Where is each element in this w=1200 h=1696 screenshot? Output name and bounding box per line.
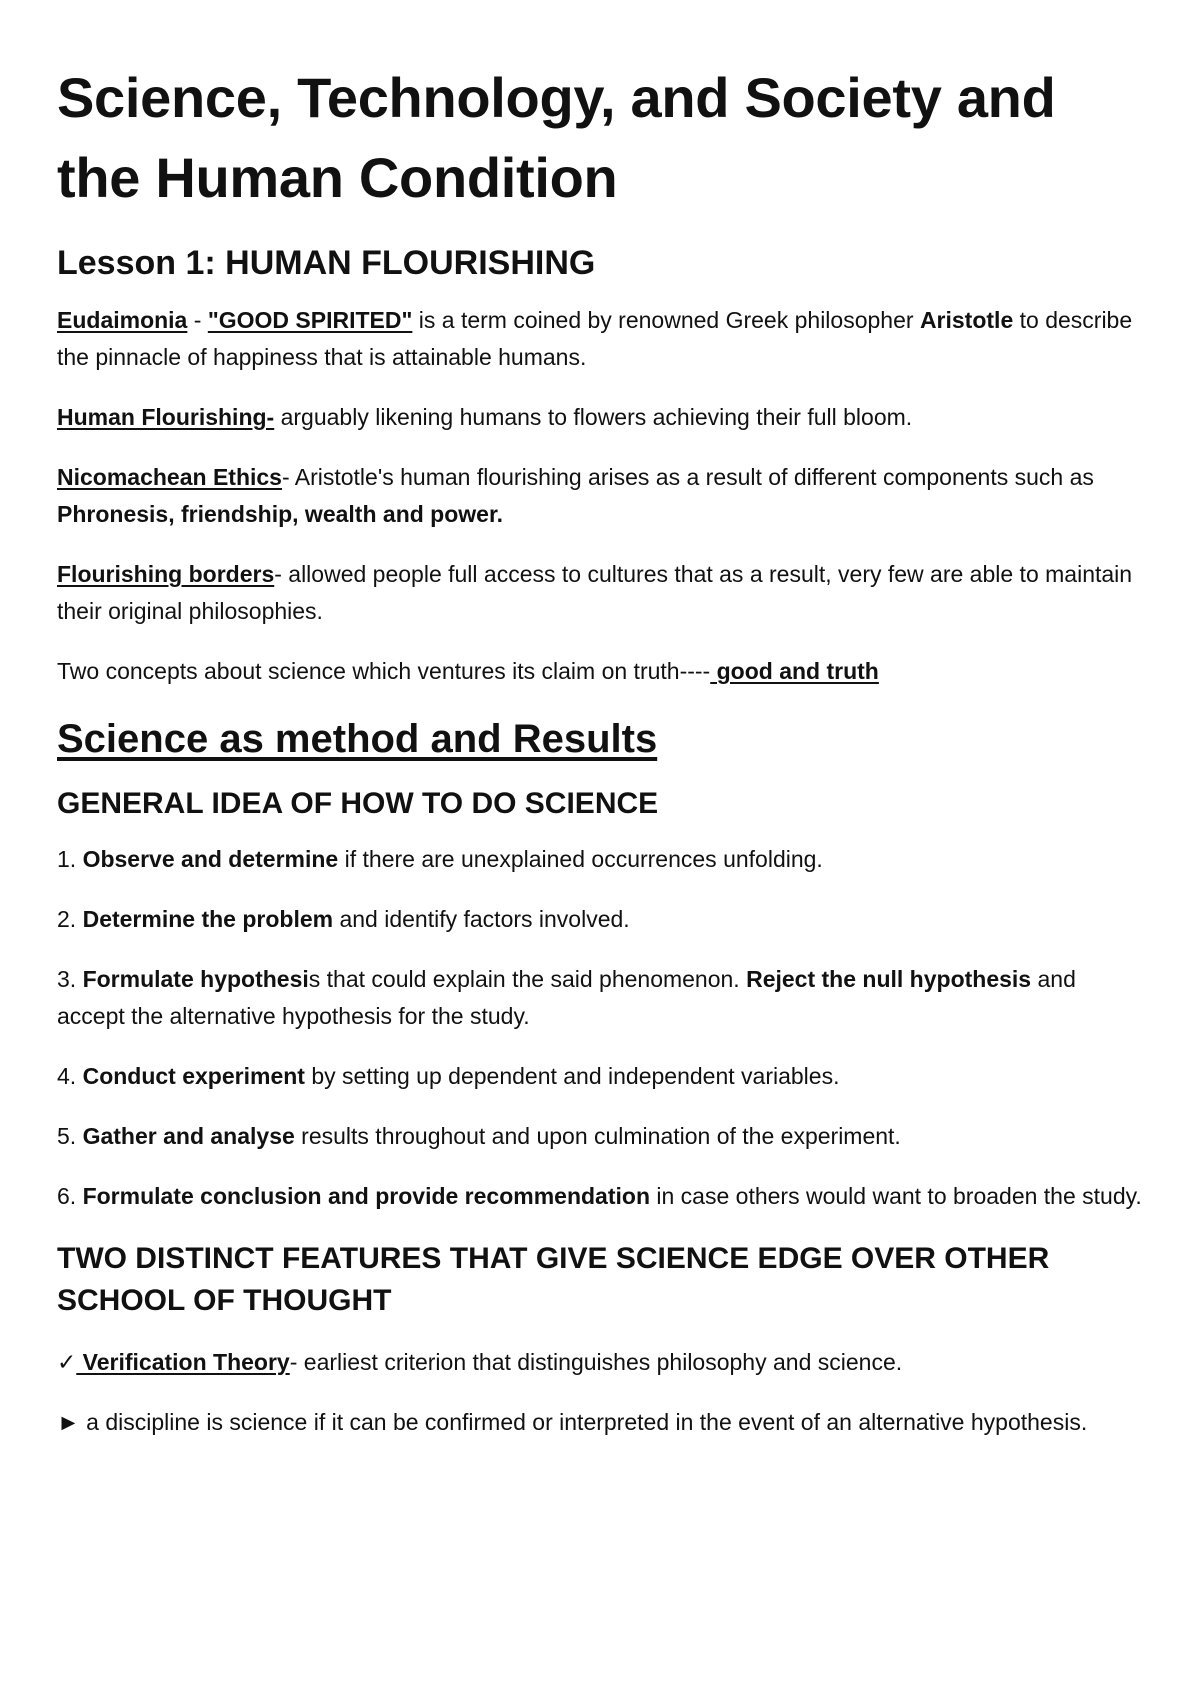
bullet-paragraph xyxy=(57,1404,1147,1441)
list-item xyxy=(57,1178,1147,1215)
step-number: 3. xyxy=(57,966,83,992)
verification-text: - earliest criterion that distinguishes philosophy and science. xyxy=(289,1349,903,1375)
borders-paragraph xyxy=(57,556,1147,630)
step-bold: Formulate hypothesi xyxy=(82,966,309,992)
eudaimonia-text-1: is a term coined by renowned Greek philosopher xyxy=(412,307,920,333)
human-flourishing-paragraph xyxy=(57,399,1147,436)
step-text: results throughout and upon culmination of the experiment. xyxy=(294,1123,901,1149)
section-heading: Science as method and Results xyxy=(57,717,658,761)
two-concepts-paragraph xyxy=(57,653,1147,690)
step-text: and identify factors involved. xyxy=(333,906,630,932)
borders-term: Flourishing borders xyxy=(57,561,275,587)
aristotle-name: Aristotle xyxy=(919,307,1014,333)
step-number: 4. xyxy=(57,1063,83,1089)
step-number: 5. xyxy=(57,1123,83,1149)
borders-text: - allowed people full access to cultures that as a result, very few are able to maintain their original philosophies. xyxy=(57,561,1133,624)
list-item xyxy=(57,1118,1147,1155)
step-text-2: and accept the alternative hypothesis for the study. xyxy=(57,966,1076,1029)
eudaimonia-text-2: to describe the pinnacle of happiness that is attainable humans. xyxy=(57,307,1133,370)
verification-term: Verification Theory xyxy=(76,1349,290,1375)
arrow-bullet-icon: ► xyxy=(57,1409,87,1435)
step-text: by setting up dependent and independent variables. xyxy=(304,1063,840,1089)
human-flourishing-term: Human Flourishing- xyxy=(57,404,275,430)
nicomachean-text: - Aristotle's human flourishing arises as a result of different components such as xyxy=(281,464,1094,490)
step-number: 6. xyxy=(57,1183,83,1209)
bullet-text: a discipline is science if it can be confirmed or interpreted in the event of an alternative hypothesis. xyxy=(86,1409,1088,1435)
step-number: 1. xyxy=(57,846,83,872)
lesson-heading: Lesson 1: HUMAN FLOURISHING xyxy=(57,244,596,282)
list-item xyxy=(57,841,1147,878)
two-concepts-text: Two concepts about science which ventures its claim on truth---- xyxy=(57,658,711,684)
list-item xyxy=(57,1058,1147,1095)
step-bold: Determine the problem xyxy=(82,906,334,932)
nicomachean-paragraph xyxy=(57,459,1147,533)
list-item xyxy=(57,961,1147,1035)
document-page xyxy=(57,58,1147,1464)
nicomachean-components: Phronesis, friendship, wealth and power. xyxy=(57,501,504,527)
eudaimonia-term: Eudaimonia xyxy=(57,307,188,333)
step-text: s that could explain the said phenomenon. xyxy=(308,966,747,992)
document-title: Science, Technology, and Society and the Human Condition xyxy=(57,66,1056,209)
general-idea-heading: GENERAL IDEA OF HOW TO DO SCIENCE xyxy=(57,787,659,820)
nicomachean-term: Nicomachean Ethics xyxy=(57,464,282,490)
step-text: if there are unexplained occurrences unfolding. xyxy=(338,846,823,872)
step-number: 2. xyxy=(57,906,83,932)
eudaimonia-paragraph xyxy=(57,302,1147,376)
check-icon: ✓ xyxy=(57,1349,77,1375)
list-item xyxy=(57,901,1147,938)
two-concepts-answer: good and truth xyxy=(710,658,879,684)
step-bold: Observe and determine xyxy=(82,846,339,872)
step-bold: Formulate conclusion and provide recommendation xyxy=(82,1183,650,1209)
step-text: in case others would want to broaden the study. xyxy=(650,1183,1142,1209)
eudaimonia-sep: - xyxy=(187,307,208,333)
step-bold-2: Reject the null hypothesis xyxy=(746,966,1032,992)
human-flourishing-text: arguably likening humans to flowers achieving their full bloom. xyxy=(274,404,913,430)
features-heading: TWO DISTINCT FEATURES THAT GIVE SCIENCE EDGE OVER OTHER SCHOOL OF THOUGHT xyxy=(57,1242,1050,1317)
eudaimonia-quote: "GOOD SPIRITED" xyxy=(207,307,413,333)
verification-paragraph xyxy=(57,1344,1147,1381)
step-bold: Gather and analyse xyxy=(82,1123,295,1149)
step-bold: Conduct experiment xyxy=(82,1063,305,1089)
